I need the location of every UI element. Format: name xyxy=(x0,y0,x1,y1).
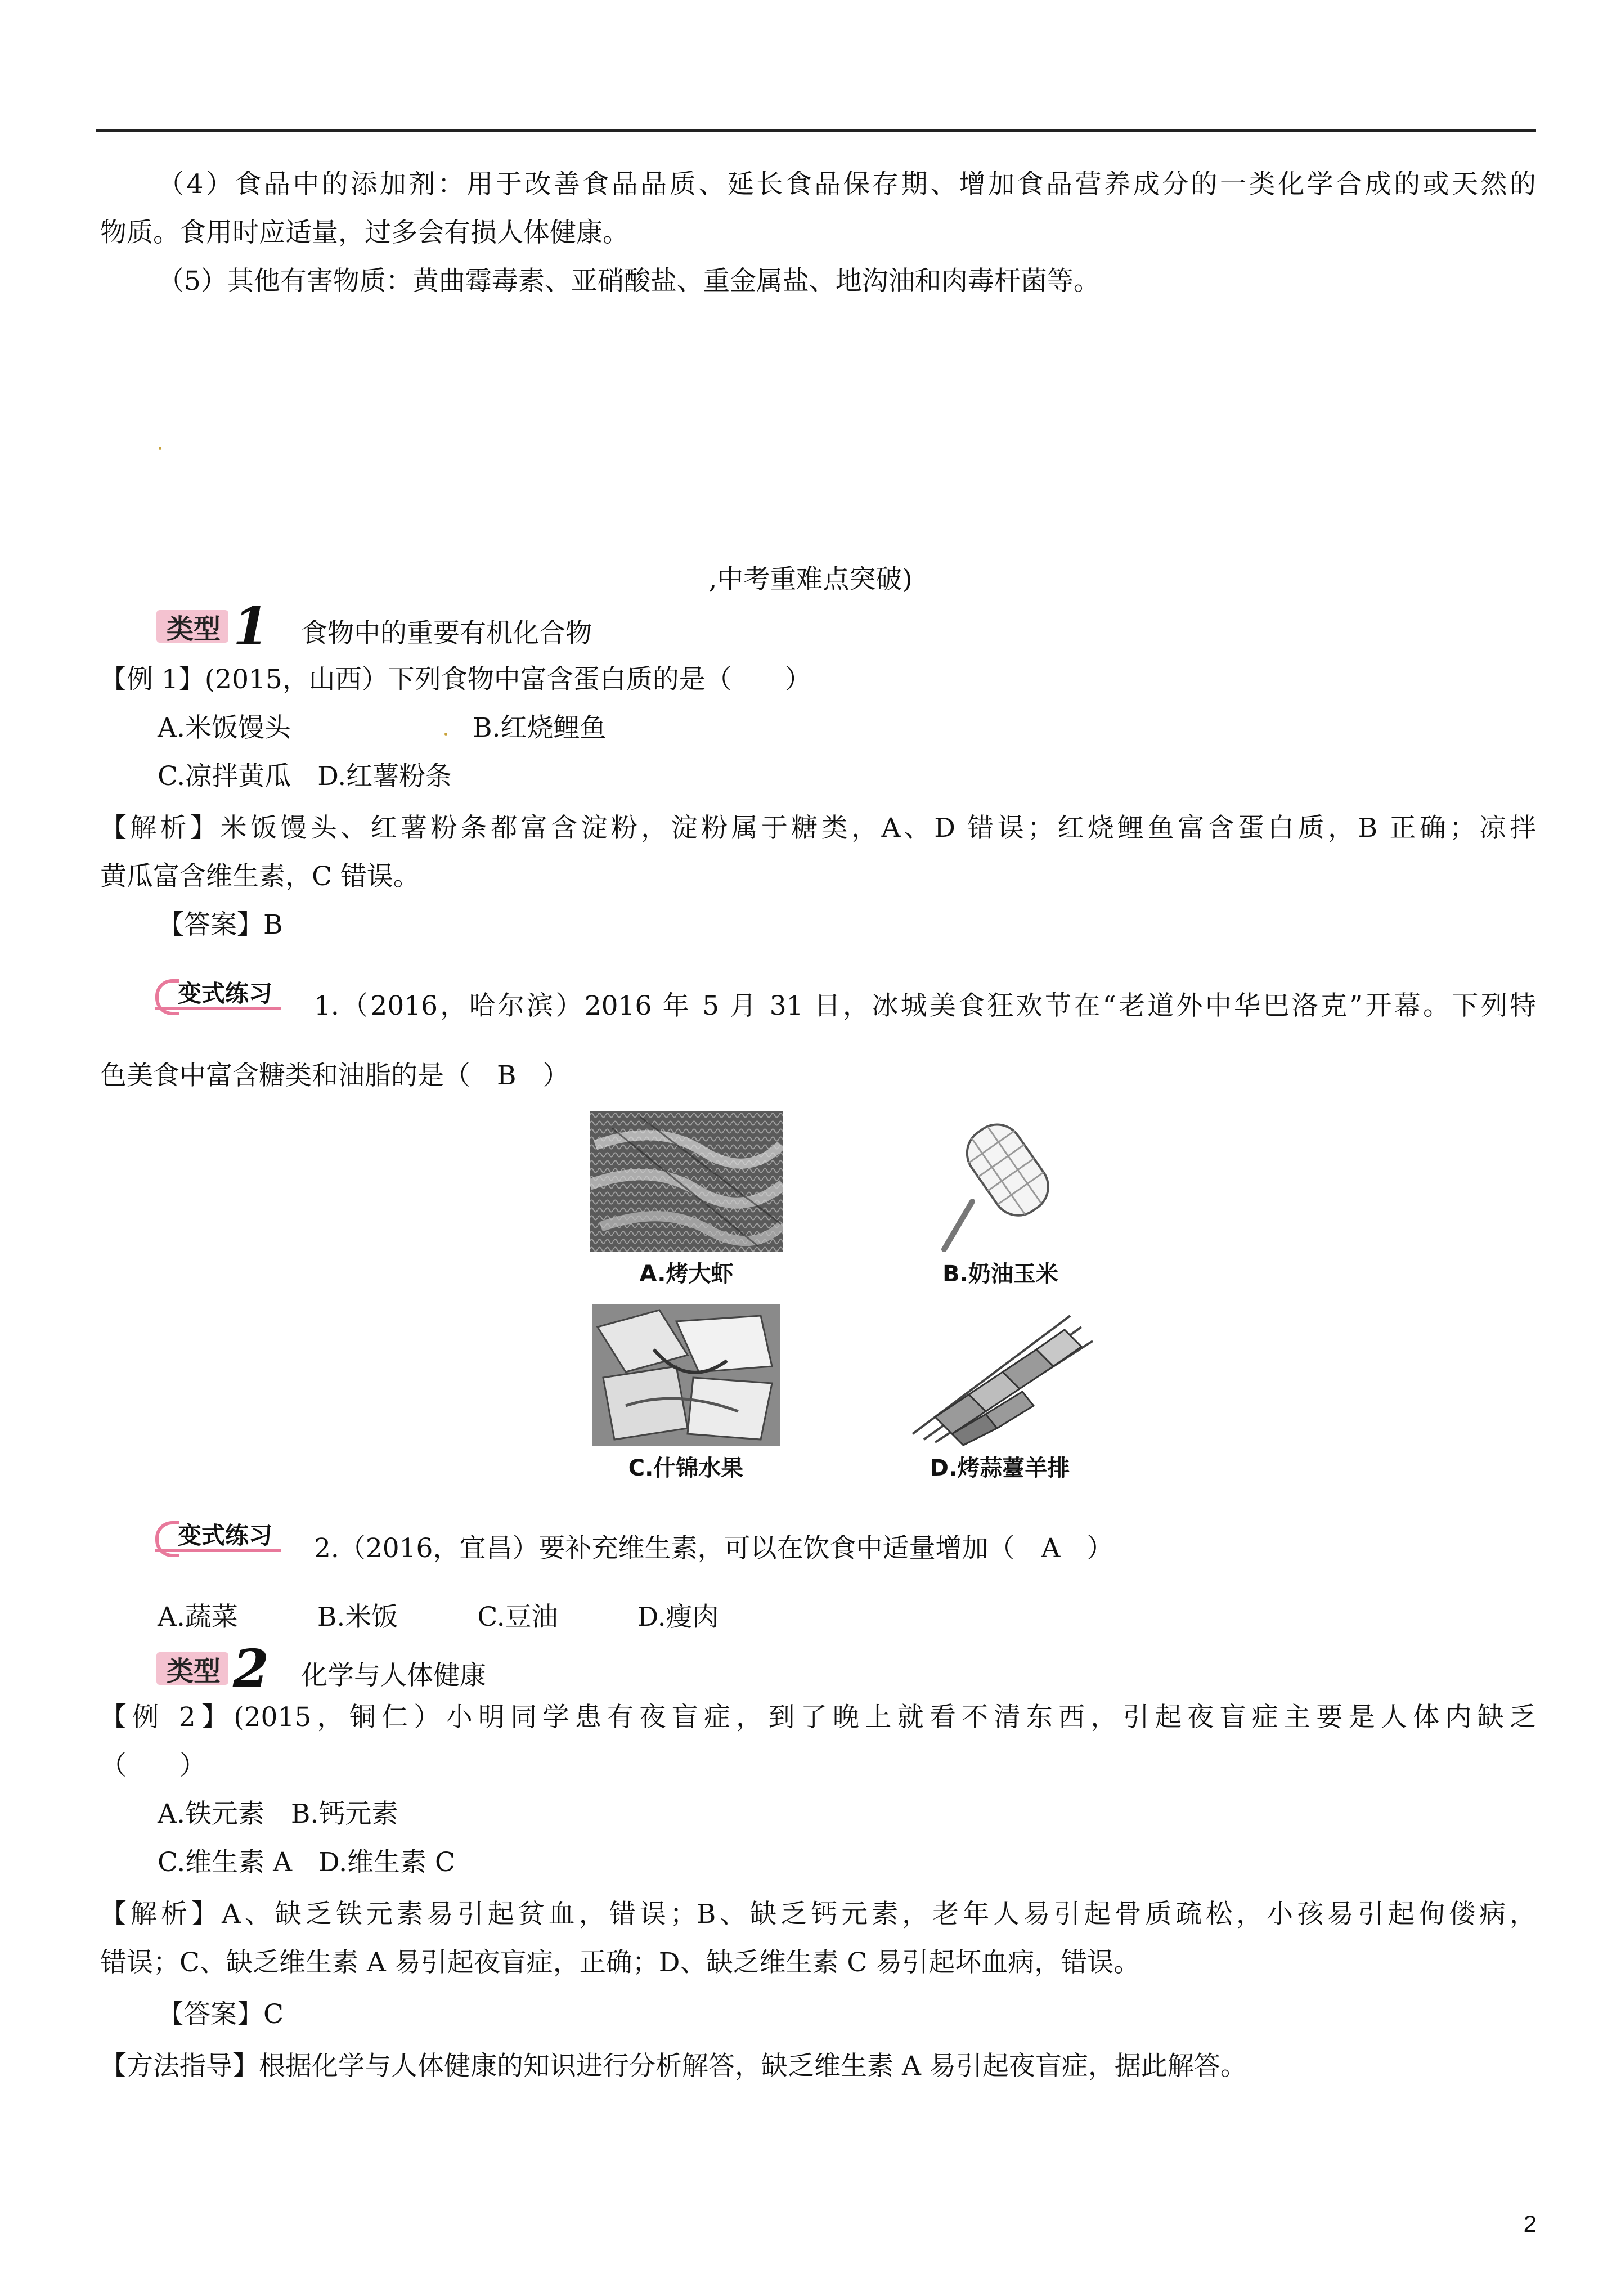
example1-options-cd: C.凉拌黄瓜 D.红薯粉条 xyxy=(158,761,452,792)
type1-title: 食物中的重要有机化合物 xyxy=(301,618,592,649)
type2-title: 化学与人体健康 xyxy=(301,1660,486,1691)
paragraph-4-line1: （4）食品中的添加剂：用于改善食品品质、延长食品保存期、增加食品营养成分的一类化学合成的或天然的 xyxy=(158,169,1536,200)
type2-badge-number: 2 xyxy=(233,1638,270,1699)
page-number: 2 xyxy=(1523,2210,1537,2237)
caption-d: D.烤蒜薹羊排 xyxy=(930,1455,1070,1481)
header-rule xyxy=(96,129,1536,132)
type1-badge-label: 类型 xyxy=(156,610,228,643)
section-heading: ,中考重难点突破) xyxy=(708,564,913,595)
example1-analysis-line1: 【解析】米饭馒头、红薯粉条都富含淀粉，淀粉属于糖类，A、D 错误；红烧鲤鱼富含蛋白质，B 正确；凉拌 xyxy=(100,813,1536,844)
caption-b: B.奶油玉米 xyxy=(942,1261,1058,1287)
example1-option-b: B.红烧鲤鱼 xyxy=(473,712,607,743)
practice1-tag-label: 变式练习 xyxy=(155,977,281,1010)
caption-a: A.烤大虾 xyxy=(639,1261,734,1287)
type2-badge xyxy=(156,1638,270,1699)
practice2-options: A.蔬菜 B.米饭 C.豆油 D.瘦肉 xyxy=(158,1602,719,1633)
paragraph-4-line2: 物质。食用时应适量，过多会有损人体健康。 xyxy=(100,217,629,248)
practice2-question: 2.（2016，宜昌）要补充维生素，可以在饮食中适量增加（ A ） xyxy=(314,1533,1113,1564)
example2-analysis-line1: 【解析】A、缺乏铁元素易引起贫血，错误；B、缺乏钙元素，老年人易引起骨质疏松，小孩易引起佝偻病， xyxy=(100,1899,1536,1930)
example1-answer: 【答案】B xyxy=(158,909,283,940)
stray-dot xyxy=(159,447,161,450)
corn-image xyxy=(910,1111,1079,1252)
example2-options-cd: C.维生素 A D.维生素 C xyxy=(158,1847,455,1878)
example2-answer: 【答案】C xyxy=(158,1999,284,2030)
practice1-tag xyxy=(155,976,281,1010)
example2-options-ab: A.铁元素 B.钙元素 xyxy=(158,1799,398,1829)
practice2-tag-label: 变式练习 xyxy=(155,1519,281,1552)
type1-badge xyxy=(156,596,270,657)
practice1-question-line2: 色美食中富含糖类和油脂的是（ B ） xyxy=(100,1060,569,1091)
type1-badge-number: 1 xyxy=(233,596,270,657)
example1-option-a: A.米饭馒头 xyxy=(158,712,291,743)
shrimp-image xyxy=(590,1111,783,1252)
practice1-question-line1: 1.（2016，哈尔滨）2016 年 5 月 31 日，冰城美食狂欢节在“老道外中华巴洛克”开幕。下列特 xyxy=(314,990,1536,1021)
stray-dot xyxy=(444,733,447,736)
example2-question-line2: （ ） xyxy=(100,1750,206,1781)
mixed-fruit-image xyxy=(592,1304,780,1446)
example2-method: 【方法指导】根据化学与人体健康的知识进行分析解答，缺乏维生素 A 易引起夜盲症，据此解答。 xyxy=(100,2051,1247,2082)
example1-question: 【例 1】(2015，山西）下列食物中富含蛋白质的是（ ） xyxy=(100,664,811,695)
example2-analysis-line2: 错误；C、缺乏维生素 A 易引起夜盲症，正确；D、缺乏维生素 C 易引起坏血病，错误。 xyxy=(100,1947,1140,1978)
practice2-tag xyxy=(155,1518,281,1552)
caption-c: C.什锦水果 xyxy=(628,1455,744,1481)
type2-badge-label: 类型 xyxy=(156,1652,228,1685)
example2-question-line1: 【例 2】(2015，铜仁）小明同学患有夜盲症，到了晚上就看不清东西，引起夜盲症主要是人体内缺乏 xyxy=(100,1702,1536,1733)
lamb-skewer-image xyxy=(901,1304,1098,1446)
paragraph-5: （5）其他有害物质：黄曲霉毒素、亚硝酸盐、重金属盐、地沟油和肉毒杆菌等。 xyxy=(158,266,1100,297)
example1-analysis-line2: 黄瓜富含维生素，C 错误。 xyxy=(100,861,420,892)
